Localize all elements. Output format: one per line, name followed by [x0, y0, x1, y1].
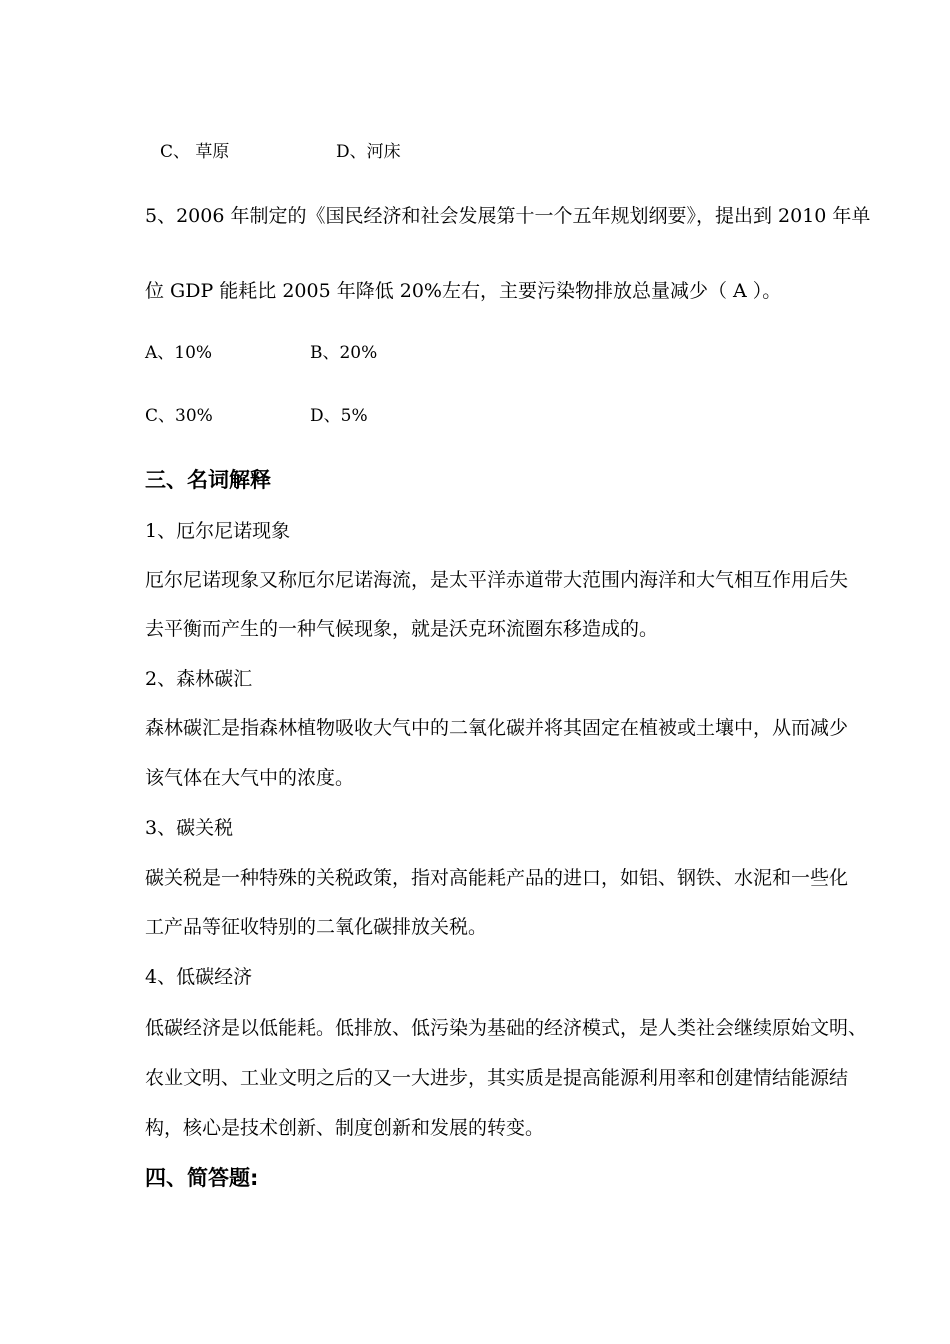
option-c: C、 草原 [160, 142, 230, 162]
question-5-line-1: 5、2006 年制定的《国民经济和社会发展第十一个五年规划纲要》，提出到 2010 年单 [145, 205, 871, 227]
section-heading: 三、名词解释 [145, 468, 271, 492]
term-title: 1、厄尔尼诺现象 [145, 520, 291, 542]
option-d: D、河床 [336, 142, 401, 162]
term-title: 2、森林碳汇 [145, 668, 253, 690]
definition-line: 构，核心是技术创新、制度创新和发展的转变。 [145, 1117, 545, 1139]
option-a: A、10% [145, 343, 213, 363]
option-c: C、30% [145, 406, 213, 426]
definition-line: 工产品等征收特别的二氧化碳排放关税。 [145, 916, 488, 938]
definition-line: 厄尔尼诺现象又称厄尔尼诺海流，是太平洋赤道带大范围内海洋和大气相互作用后失 [145, 569, 849, 591]
definition-line: 碳关税是一种特殊的关税政策，指对高能耗产品的进口，如铝、钢铁、水泥和一些化 [145, 867, 849, 889]
term-title: 3、碳关税 [145, 817, 234, 839]
question-5-line-2: 位 GDP 能耗比 2005 年降低 20%左右，主要污染物排放总量减少（ A ）。 [145, 280, 782, 302]
definition-line: 森林碳汇是指森林植物吸收大气中的二氧化碳并将其固定在植被或土壤中，从而减少 [145, 717, 849, 739]
section-heading: 四、简答题: [145, 1166, 259, 1190]
definition-line: 去平衡而产生的一种气候现象，就是沃克环流圈东移造成的。 [145, 618, 659, 640]
definition-line: 该气体在大气中的浓度。 [145, 767, 355, 789]
option-b: B、20% [310, 343, 378, 363]
definition-line: 低碳经济是以低能耗。低排放、低污染为基础的经济模式，是人类社会继续原始文明、 [145, 1017, 868, 1039]
definition-line: 农业文明、工业文明之后的又一大进步，其实质是提高能源利用率和创建情结能源结 [145, 1067, 849, 1089]
option-d: D、5% [310, 406, 368, 426]
term-title: 4、低碳经济 [145, 966, 253, 988]
